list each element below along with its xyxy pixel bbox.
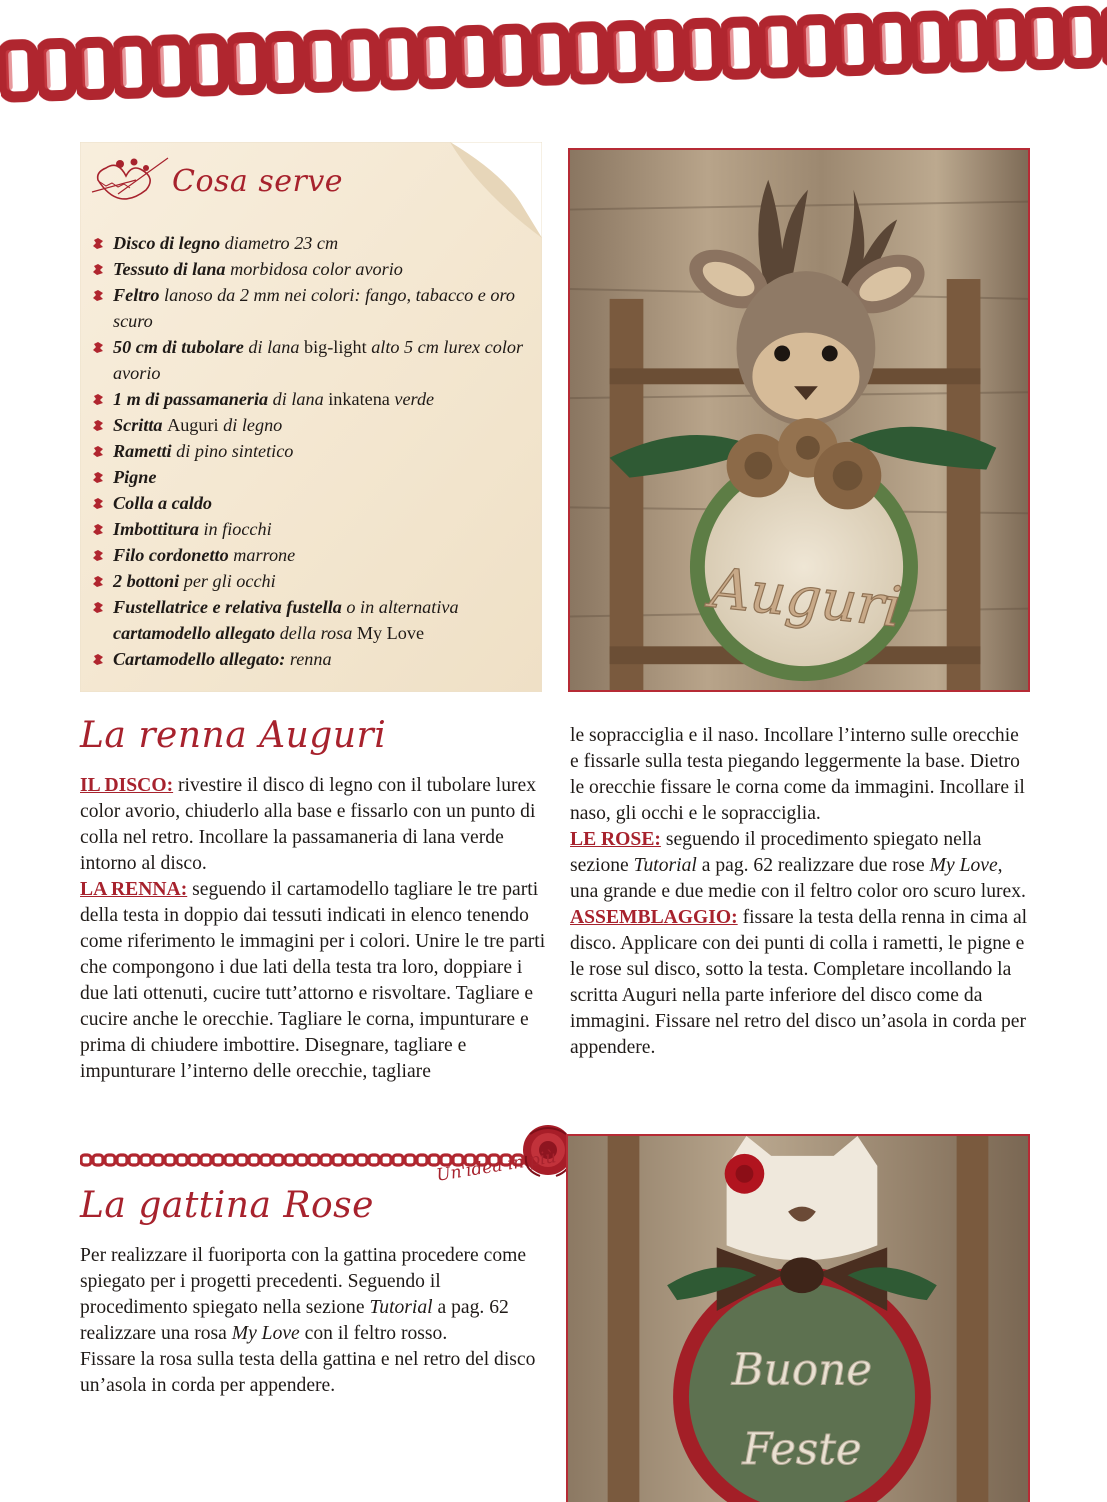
material-item	[92, 464, 537, 490]
cat-instructions	[80, 1243, 550, 1399]
material-item	[92, 256, 537, 282]
body-text: Fissare la rosa sulla testa della gattina e nel retro del disco un’asola in corda per appendere.	[80, 1349, 536, 1396]
idea-tag: Un'idea in più	[435, 1147, 558, 1186]
material-item	[92, 568, 537, 594]
body-text: , una grande e due medie con il feltro color oro scuro lurex.	[570, 855, 1026, 902]
bold-text: Rametti	[113, 441, 172, 461]
material-item	[92, 646, 537, 672]
upright-text: inkatena	[328, 389, 390, 409]
sewing-kit-icon	[88, 150, 170, 214]
materials-list	[92, 230, 537, 672]
bold-text: Scritta	[113, 415, 163, 435]
body-text: rivestire il disco di legno con il tubolare lurex color avorio, chiuderlo alla base e fissarlo con un punto di colla nel retro. Incollare la passamaneria di lana verde intorno al disco.	[80, 775, 537, 874]
body-text: di pino sintetico	[171, 441, 294, 461]
cat-sign-line1: Buone	[731, 1344, 873, 1396]
bullet-icon	[93, 654, 104, 665]
material-item	[92, 516, 537, 542]
cat-title: La gattina Rose	[80, 1185, 374, 1226]
body-text: di lana	[243, 337, 304, 357]
body-text: seguendo il procedimento spiegato nella sezione	[570, 829, 982, 876]
body-text: o in alternativa	[341, 597, 459, 617]
body-text: in fiocchi	[198, 519, 272, 539]
reindeer-photo	[568, 148, 1030, 692]
cat-sign-line2: Feste	[742, 1424, 862, 1476]
paragraph	[570, 723, 1032, 827]
bold-text: Colla a caldo	[113, 493, 213, 513]
bold-text: Pigne	[113, 467, 157, 487]
body-text: di lana	[268, 389, 329, 409]
bold-text: Filo cordonetto	[113, 545, 229, 565]
upright-text: My Love	[356, 623, 425, 643]
bold-text: Fustellatrice e relativa fustella	[113, 597, 342, 617]
bold-text: Cartamodello allegato:	[113, 649, 286, 669]
bold-text: 1 m di passamaneria	[113, 389, 269, 409]
section-label: LE ROSE:	[570, 829, 661, 850]
italic-text: My Love	[231, 1323, 300, 1344]
bold-text: cartamodello allegato	[113, 623, 276, 643]
bullet-icon	[93, 446, 104, 457]
italic-text: Tutorial	[369, 1297, 433, 1318]
body-text: marrone	[228, 545, 296, 565]
paragraph	[80, 877, 550, 1085]
paragraph	[570, 827, 1032, 905]
bold-text: Tessuto di lana	[113, 259, 226, 279]
reindeer-sign-text: Auguri	[707, 555, 905, 641]
bullet-icon	[93, 238, 104, 249]
body-text: a pag. 62 realizzare una rosa	[80, 1297, 509, 1344]
body-text: fissare la testa della renna in cima al disco. Applicare con dei punti di colla i rametti, le pigne e le rose sul disco, sotto la testa. Completare incollando la scritta Auguri nella parte inferiore del disco come da immagini. Fissare nel retro del disco un’asola in corda per appendere.	[570, 907, 1028, 1058]
paragraph	[80, 773, 550, 877]
bold-text: Disco di legno	[113, 233, 221, 253]
bullet-icon	[93, 576, 104, 587]
body-text: lanoso da 2 mm nei colori: fango, tabacco e oro scuro	[113, 285, 515, 331]
body-text: di legno	[218, 415, 283, 435]
bold-text: Imbottitura	[113, 519, 199, 539]
upright-text: Auguri	[167, 415, 219, 435]
bullet-icon	[93, 420, 104, 431]
bullet-icon	[93, 524, 104, 535]
bullet-icon	[93, 602, 104, 613]
cat-photo	[566, 1134, 1030, 1502]
body-text: seguendo il cartamodello tagliare le tre parti della testa in doppio dai tessuti indicati in elenco tenendo come riferimento le immagini per i colori. Unire le tre parti che compongono i due lati della testa tra loro, doppiare i due lati ottenuti, cucire tutt’attorno e risvoltare. Tagliare e cucire anche le orecchie. Tagliare le corna, impunturare e prima di chiudere imbottire. Disegnare, tagliare e impunturare l’interno delle orecchie, tagliare	[80, 879, 546, 1082]
reindeer-instructions-left	[80, 773, 550, 1085]
bullet-icon	[93, 290, 104, 301]
body-text: con il feltro rosso.	[299, 1323, 448, 1344]
paragraph	[80, 1347, 550, 1399]
body-text: renna	[285, 649, 332, 669]
bullet-icon	[93, 472, 104, 483]
body-text: della rosa	[275, 623, 357, 643]
section-label: LA RENNA:	[80, 879, 188, 900]
bullet-icon	[93, 394, 104, 405]
bold-text: Feltro	[113, 285, 160, 305]
body-text: le sopracciglia e il naso. Incollare l’interno sulle orecchie e fissarle sulla testa piegando leggermente la base. Dietro le orecchie fissare le corna come da immagini. Incollare il naso, gli occhi e le sopracciglia.	[570, 725, 1025, 824]
body-text: Per realizzare il fuoriporta con la gattina procedere come spiegato per i progetti precedenti. Seguendo il procedimento spiegato nella sezione	[80, 1245, 527, 1318]
bullet-icon	[93, 550, 104, 561]
material-item	[92, 282, 537, 334]
material-item	[92, 594, 537, 646]
italic-text: My Love	[929, 855, 998, 876]
paragraph	[80, 1243, 550, 1347]
section-label: IL DISCO:	[80, 775, 174, 796]
material-item	[92, 490, 537, 516]
bullet-icon	[93, 498, 104, 509]
bold-text: 2 bottoni	[113, 571, 180, 591]
bold-text: 50 cm di tubolare	[113, 337, 244, 357]
bullet-icon	[93, 342, 104, 353]
materials-title: Cosa serve	[172, 164, 344, 199]
paragraph	[570, 905, 1032, 1061]
italic-text: Tutorial	[633, 855, 697, 876]
body-text: a pag. 62 realizzare due rose	[696, 855, 930, 876]
material-item	[92, 412, 537, 438]
body-text: verde	[389, 389, 435, 409]
bullet-icon	[93, 264, 104, 275]
body-text: diametro 23 cm	[220, 233, 339, 253]
body-text: per gli occhi	[179, 571, 276, 591]
upright-text: big-light	[303, 337, 367, 357]
chain-border-top	[0, 0, 1107, 112]
section-label: ASSEMBLAGGIO:	[570, 907, 738, 928]
material-item	[92, 334, 537, 386]
material-item	[92, 438, 537, 464]
body-text: alto 5 cm lurex color avorio	[113, 337, 524, 383]
material-item	[92, 386, 537, 412]
reindeer-title: La renna Auguri	[80, 715, 387, 756]
material-item	[92, 542, 537, 568]
body-text: morbidosa color avorio	[225, 259, 403, 279]
material-item	[92, 230, 537, 256]
reindeer-instructions-right	[570, 723, 1032, 1061]
